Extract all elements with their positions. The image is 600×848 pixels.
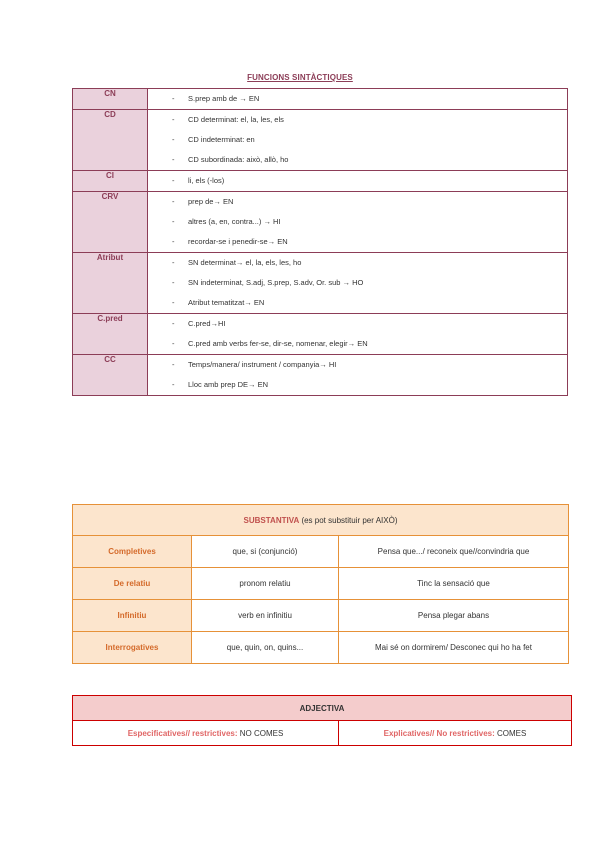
substantiva-example: Pensa que.../ reconeix que//convindria que xyxy=(339,536,569,568)
substantiva-header xyxy=(73,505,569,536)
substantiva-example: Pensa plegar abans xyxy=(339,600,569,632)
especificatives-value: NO COMES xyxy=(237,728,284,738)
function-row xyxy=(73,110,568,171)
function-item-list xyxy=(148,192,567,252)
function-name: CRV xyxy=(73,192,148,253)
function-item: - CD determinat: el, la, les, els xyxy=(148,110,567,130)
function-name: CD xyxy=(73,110,148,171)
function-items xyxy=(148,89,568,110)
function-item-list xyxy=(148,355,567,395)
substantiva-example: Mai sé on dormirem/ Desconec qui ho ha fet xyxy=(339,632,569,664)
page-title: FUNCIONS SINTÀCTIQUES xyxy=(247,73,353,82)
substantiva-row xyxy=(73,632,569,664)
explicatives-label: Explicatives// No restrictives: xyxy=(383,728,495,738)
explicatives-cell xyxy=(339,721,572,746)
function-item-list xyxy=(148,110,567,170)
function-row xyxy=(73,89,568,110)
function-item-list xyxy=(148,314,567,354)
substantiva-row xyxy=(73,568,569,600)
function-item-list xyxy=(148,171,567,191)
function-name: CI xyxy=(73,171,148,192)
substantiva-description: pronom relatiu xyxy=(192,568,339,600)
adjectiva-table xyxy=(72,695,572,746)
substantiva-table xyxy=(72,504,569,664)
substantiva-type: Interrogatives xyxy=(73,632,192,664)
function-items xyxy=(148,110,568,171)
function-item: - prep de→ EN xyxy=(148,192,567,212)
function-row xyxy=(73,314,568,355)
function-item: - SN determinat→ el, la, els, les, ho xyxy=(148,253,567,273)
substantiva-type: De relatiu xyxy=(73,568,192,600)
function-item: - altres (a, en, contra...) → HI xyxy=(148,212,567,232)
function-name: CC xyxy=(73,355,148,396)
function-item-list xyxy=(148,89,567,109)
function-items xyxy=(148,171,568,192)
function-item: - CD indeterminat: en xyxy=(148,130,567,150)
function-row xyxy=(73,355,568,396)
especificatives-label: Especificatives// restrictives: xyxy=(127,728,238,738)
function-item: - C.pred amb verbs fer-se, dir-se, nomenar, elegir→ EN xyxy=(148,334,567,354)
function-item: - SN indeterminat, S.adj, S.prep, S.adv, Or. sub → HO xyxy=(148,273,567,293)
function-item-list xyxy=(148,253,567,313)
function-item: - CD subordinada: això, allò, ho xyxy=(148,150,567,170)
function-name: CN xyxy=(73,89,148,110)
function-item: - Atribut tematitzat→ EN xyxy=(148,293,567,313)
function-items xyxy=(148,314,568,355)
substantiva-row xyxy=(73,600,569,632)
function-item: - C.pred→HI xyxy=(148,314,567,334)
function-item: - Lloc amb prep DE→ EN xyxy=(148,375,567,395)
function-items xyxy=(148,355,568,396)
substantiva-description: que, si (conjunció) xyxy=(192,536,339,568)
function-item: - S.prep amb de → EN xyxy=(148,89,567,109)
substantiva-title: SUBSTANTIVA xyxy=(243,515,300,525)
substantiva-type: Infinitiu xyxy=(73,600,192,632)
function-row xyxy=(73,171,568,192)
function-items xyxy=(148,253,568,314)
function-item: - recordar-se i penedir-se→ EN xyxy=(148,232,567,252)
explicatives-value: COMES xyxy=(494,728,527,738)
function-items xyxy=(148,192,568,253)
function-name: C.pred xyxy=(73,314,148,355)
adjectiva-title: ADJECTIVA xyxy=(73,696,572,721)
function-item: - li, els (-los) xyxy=(148,171,567,191)
substantiva-description: verb en infinitiu xyxy=(192,600,339,632)
substantiva-type: Completives xyxy=(73,536,192,568)
substantiva-row xyxy=(73,536,569,568)
function-item: - Temps/manera/ instrument / companyia→ HI xyxy=(148,355,567,375)
substantiva-example: Tinc la sensació que xyxy=(339,568,569,600)
substantiva-note: (es pot substituir per AIXÒ) xyxy=(299,515,398,525)
function-name: Atribut xyxy=(73,253,148,314)
especificatives-cell xyxy=(73,721,339,746)
function-row xyxy=(73,192,568,253)
function-row xyxy=(73,253,568,314)
syntactic-functions-table xyxy=(72,88,568,396)
substantiva-description: que, quin, on, quins... xyxy=(192,632,339,664)
